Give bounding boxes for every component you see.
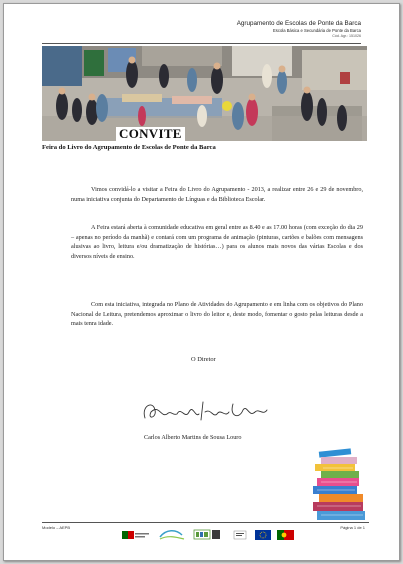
- paragraph-schedule: A Feira estará aberta à comunidade educativa em geral entre as 8.40 e as 17.00 horas (com exceção do dia 29 – apenas no período da manhã) e contará com um programa de animação (pinturas, cartões e balões com mensagens alusivas ao livro, leitura e/ou dramatização de histórias…) para os alunos mais novos das várias Escolas e dos diversos níveis de ensino.: [71, 224, 363, 260]
- footer-model-label: Modelo – AEPB: [42, 525, 71, 530]
- eu-flag-icon: [255, 530, 271, 540]
- header-divider: [42, 43, 361, 44]
- school-group-name: Agrupamento de Escolas de Ponte da Barca: [236, 20, 361, 27]
- handwritten-signature: [139, 396, 269, 428]
- school-name: Escola Básica e Secundária de Ponte da Barca: [273, 28, 361, 33]
- footer-logos: [122, 527, 312, 543]
- portugal-flag-icon: [277, 530, 294, 540]
- footer-divider: [42, 522, 369, 523]
- ministry-logo: [122, 531, 149, 539]
- poph-logo: [194, 530, 220, 539]
- paragraph-invitation: Vimos convidá-lo a visitar a Feira do Livro do Agrupamento - 2013, a realizar entre 26 e 29 de novembro, numa iniciativa conjunta do Departamento de Línguas e da Biblioteca Escolar.: [71, 186, 363, 203]
- document-page: [3, 3, 400, 561]
- page-title: CONVITE: [116, 127, 185, 141]
- program-logo: [160, 531, 184, 539]
- footer-page-number: Página 1 de 1: [340, 525, 365, 530]
- signatory-title: O Diretor: [191, 356, 216, 363]
- book-fair-photo: [42, 46, 367, 141]
- paragraph-objectives: Com esta iniciativa, integrada no Plano de Atividades do Agrupamento e em linha com os objetivos do Plano Nacional de Leitura, pretendemos aproximar o livro do leitor e, deste modo, fomentar o gosto pelas leituras desde a mais tenra idade.: [71, 301, 363, 328]
- school-code: Cód. Agr.: 151026: [332, 34, 361, 38]
- document-header: [237, 20, 361, 39]
- signatory-name: Carlos Alberto Martins de Sousa Louro: [144, 434, 242, 441]
- page-subtitle: Feira do Livro do Agrupamento de Escolas de Ponte da Barca: [42, 144, 216, 151]
- qren-logo: [234, 531, 246, 539]
- book-stack-illustration: [309, 444, 369, 522]
